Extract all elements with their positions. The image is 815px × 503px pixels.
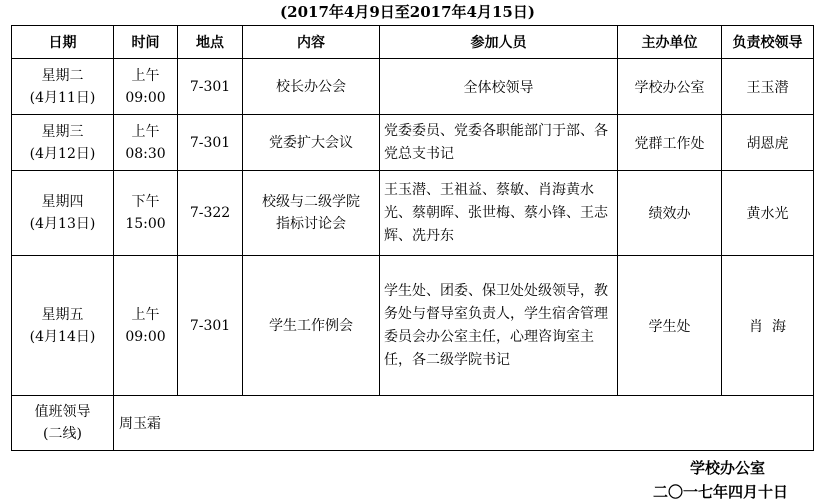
content-cell	[243, 115, 380, 171]
date-cell	[12, 115, 114, 171]
date-cell	[12, 171, 114, 256]
header-participants: 参加人员	[380, 26, 618, 59]
organizer-cell: 党群工作处	[618, 115, 722, 171]
weekday: 星期二	[41, 67, 84, 84]
content-cell	[243, 171, 380, 256]
table-row	[12, 115, 814, 171]
time-cell	[114, 256, 178, 396]
duty-row	[12, 396, 814, 451]
date: (4月12日)	[29, 145, 96, 162]
place-cell: 7-301	[178, 256, 243, 396]
participants-cell: 学生处、团委、保卫处处级领导，教务处与督导室负责人，学生宿舍管理委员会办公室主任，心理咨询室主任，各二级学院书记	[380, 256, 618, 396]
table-row	[12, 171, 814, 256]
table-row	[12, 256, 814, 396]
date: (4月11日)	[29, 89, 96, 106]
header-row	[12, 26, 814, 59]
date-cell	[12, 59, 114, 115]
leader-cell: 肖 海	[722, 256, 814, 396]
header-organizer: 主办单位	[618, 26, 722, 59]
leader-cell: 黄水光	[722, 171, 814, 256]
schedule-table	[11, 25, 814, 451]
time: 09:00	[125, 328, 166, 345]
place-cell: 7-301	[178, 59, 243, 115]
table-row	[12, 59, 814, 115]
content-line: 学生工作例会	[269, 317, 353, 334]
footer-date: 二〇一七年四月十日	[653, 483, 789, 501]
weekday: 星期三	[41, 123, 84, 140]
participants-cell: 党委委员、党委各职能部门于部、各党总支书记	[380, 115, 618, 171]
footer-office: 学校办公室	[690, 459, 766, 477]
place-cell: 7-301	[178, 115, 243, 171]
time-cell	[114, 171, 178, 256]
content-cell	[243, 256, 380, 396]
leader-cell: 王玉潜	[722, 59, 814, 115]
content-line: 校级与二级学院	[262, 194, 360, 210]
content-line: 校长办公会	[276, 78, 346, 95]
header-leader: 负责校领导	[722, 26, 814, 59]
participants-cell: 全体校领导	[380, 59, 618, 115]
date: (4月13日)	[29, 216, 96, 232]
period: 上午	[131, 67, 160, 84]
leader-cell: 胡恩虎	[722, 115, 814, 171]
header-place: 地点	[178, 26, 243, 59]
period: 下午	[131, 194, 160, 210]
place-cell: 7-322	[178, 171, 243, 256]
time: 09:00	[125, 89, 166, 106]
header-content: 内容	[243, 26, 380, 59]
duty-label-cell	[12, 396, 114, 451]
period: 上午	[131, 123, 160, 140]
header-date: 日期	[12, 26, 114, 59]
date-cell	[12, 256, 114, 396]
organizer-cell: 学校办公室	[618, 59, 722, 115]
time: 08:30	[125, 145, 166, 162]
organizer-cell: 学生处	[618, 256, 722, 396]
content-line: 党委扩大会议	[269, 134, 353, 151]
date: (4月14日)	[29, 328, 96, 345]
weekday: 星期四	[41, 194, 84, 210]
period: 上午	[131, 306, 160, 323]
content-cell	[243, 59, 380, 115]
header-time: 时间	[114, 26, 178, 59]
time-cell	[114, 115, 178, 171]
content-line: 指标讨论会	[276, 216, 346, 232]
time: 15:00	[125, 216, 166, 232]
duty-leader-name: 周玉霜	[114, 396, 814, 451]
date-range-title: (2017年4月9日至2017年4月15日)	[280, 3, 535, 21]
weekday: 星期五	[41, 306, 84, 323]
organizer-cell: 绩效办	[618, 171, 722, 256]
time-cell	[114, 59, 178, 115]
participants-cell: 王玉潜、王祖益、蔡敏、肖海黄水光、蔡朝晖、张世梅、蔡小锋、王志辉、冼丹东	[380, 171, 618, 256]
duty-label: 值班领导	[34, 404, 91, 420]
duty-sublabel: (二线)	[43, 426, 82, 442]
